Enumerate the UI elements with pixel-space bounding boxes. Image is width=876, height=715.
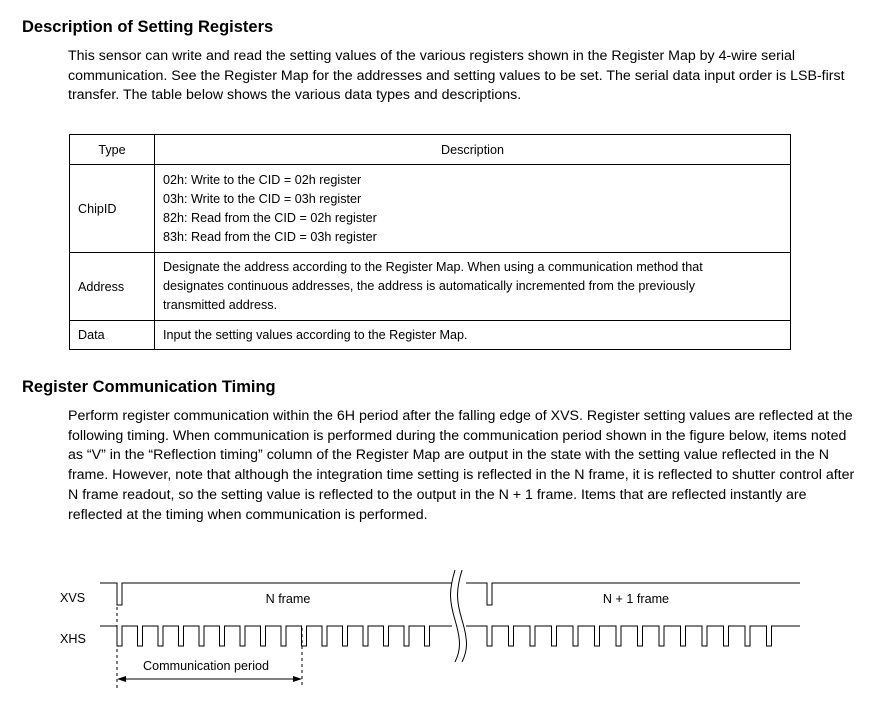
cell-type-chipid: ChipID [70,165,155,253]
cell-type-data: Data [70,321,155,350]
section-heading-setting-registers: Description of Setting Registers [22,18,274,36]
xhs-waveform-left [100,626,452,646]
desc-line: transmitted address. [163,298,278,312]
xvs-label: XVS [60,591,86,605]
comm-period-arrowhead-left [117,676,126,682]
xhs-label: XHS [60,632,86,646]
xhs-waveform-right [466,626,800,646]
desc-line: 82h: Read from the CID = 02h register [163,210,377,225]
desc-line: 83h: Read from the CID = 03h register [163,229,377,244]
section-paragraph-setting-registers: This sensor can write and read the setting values of the various registers shown in the Register Map by 4-wire serial communication. See the Register Map for the addresses and setting values to be set. The serial data input order is LSB-first transfer. The table below shows the various data types and descriptions. [68,48,845,104]
section-paragraph-communication-timing: Perform register communication within the 6H period after the falling edge of XVS. Register setting values are reflected at the following timing. When communication is performed during the communication period shown in the figure below, items noted as “V” in the “Reflection timing” column of the Register Map are output in the state with the setting value reflected in the N frame. However, note that although the integration time setting is reflected in the N frame, it is reflected to shutter control after N frame readout, so the setting value is reflected to the output in the N + 1 frame. Items that are reflected instantly are reflected at the timing when communication is performed. [68,408,855,523]
header-type: Type [70,135,155,165]
header-description: Description [155,135,791,165]
frame-n1-label: N + 1 frame [602,592,670,606]
cell-type-address: Address [70,253,155,321]
desc-line: 02h: Write to the CID = 02h register [163,172,362,187]
communication-period-label: Communication period [143,659,269,673]
desc-line: designates continuous addresses, the address is automatically incremented from the previously [163,279,696,293]
desc-line: 03h: Write to the CID = 03h register [163,191,362,206]
desc-line: Designate the address according to the Register Map. When using a communication method that [163,260,703,274]
section-heading-communication-timing: Register Communication Timing [22,378,276,396]
comm-period-arrowhead-right [293,676,302,682]
desc-line: Input the setting values according to the Register Map. [163,327,468,342]
frame-n-label: N frame [265,592,311,606]
